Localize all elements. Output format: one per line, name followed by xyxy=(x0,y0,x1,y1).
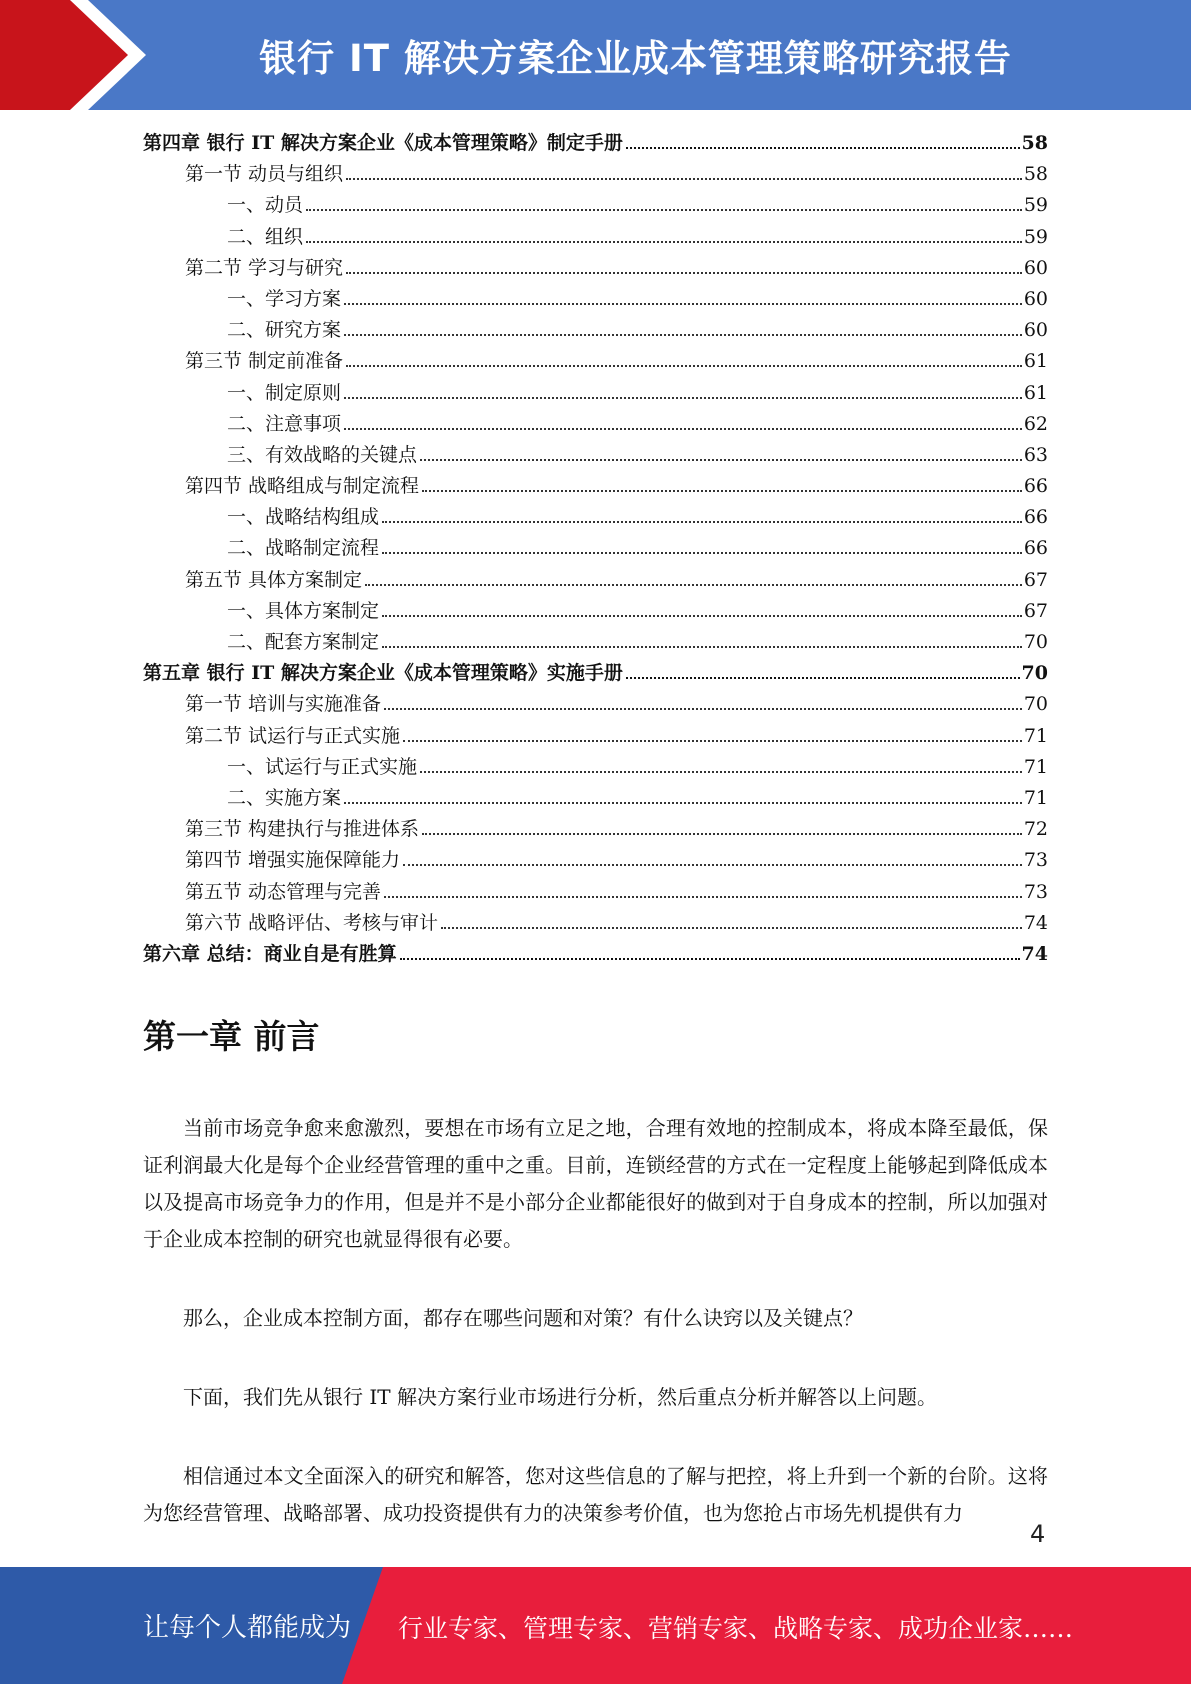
toc-leader-dots xyxy=(344,428,1022,430)
toc-entry-page: 66 xyxy=(1023,506,1048,529)
toc-leader-dots xyxy=(344,303,1022,305)
toc-entry[interactable] xyxy=(143,190,1048,221)
toc-entry[interactable] xyxy=(143,533,1048,564)
toc-entry[interactable] xyxy=(143,222,1048,253)
toc-leader-dots xyxy=(422,833,1022,835)
toc-entry-page: 61 xyxy=(1023,381,1048,404)
header-title: 银行 IT 解决方案企业成本管理策略研究报告 xyxy=(259,37,1012,80)
toc-entry[interactable] xyxy=(143,346,1048,377)
toc-entry-page: 60 xyxy=(1023,287,1048,310)
toc-entry-title: 一、学习方案 xyxy=(227,287,342,310)
paragraph: 当前市场竞争愈来愈激烈，要想在市场有立足之地，合理有效地的控制成本，将成本降至最低，保证利润最大化是每个企业经营管理的重中之重。目前，连锁经营的方式在一定程度上能够起到降低成本以及提高市场竞争力的作用，但是并不是小部分企业都能很好的做到对于自身成本的控制，所以加强对于企业成本控制的研究也就显得很有必要。 xyxy=(143,1116,1048,1251)
toc-entry-title: 二、配套方案制定 xyxy=(227,631,380,653)
toc-entry[interactable] xyxy=(143,565,1048,596)
toc-leader-dots xyxy=(365,584,1022,586)
toc-entry-title: 第三节 制定前准备 xyxy=(185,350,344,373)
toc-leader-dots xyxy=(346,178,1022,180)
toc-entry-title: 第四节 增强实施保障能力 xyxy=(185,849,401,872)
toc-entry-title: 第四章 银行 IT 解决方案企业《成本管理策略》制定手册 xyxy=(143,132,623,154)
toc-leader-dots xyxy=(306,209,1022,211)
toc-entry-title: 一、制定原则 xyxy=(227,381,342,404)
toc-entry-title: 三、有效战略的关键点 xyxy=(227,443,418,466)
toc-entry-title: 第五节 具体方案制定 xyxy=(185,568,363,591)
toc-entry[interactable] xyxy=(143,689,1048,720)
toc-entry-page: 71 xyxy=(1023,724,1048,747)
toc-entry[interactable] xyxy=(143,159,1048,190)
toc-entry[interactable] xyxy=(143,814,1048,845)
toc-entry-page: 67 xyxy=(1023,599,1048,622)
toc-entry-title: 一、试运行与正式实施 xyxy=(227,755,418,778)
toc-entry[interactable] xyxy=(143,253,1048,284)
toc-entry[interactable] xyxy=(143,877,1048,908)
toc-entry-title: 第二节 试运行与正式实施 xyxy=(185,724,401,747)
toc-entry-title: 二、战略制定流程 xyxy=(227,537,380,560)
toc-entry-page: 73 xyxy=(1023,880,1048,903)
toc-leader-dots xyxy=(382,615,1022,617)
toc-leader-dots xyxy=(344,334,1022,336)
footer-slogan-left: 让每个人都能成为 xyxy=(143,1613,352,1643)
toc-entry-title: 第五节 动态管理与完善 xyxy=(185,880,382,903)
toc-leader-dots xyxy=(441,927,1022,929)
chapter-heading: 第一章 前言 xyxy=(143,1017,320,1056)
toc-leader-dots xyxy=(403,864,1022,866)
paragraph: 下面，我们先从银行 IT 解决方案行业市场进行分析，然后重点分析并解答以上问题。 xyxy=(183,1385,937,1409)
toc-entry-page: 60 xyxy=(1023,319,1048,342)
page-header xyxy=(0,0,1191,110)
toc-entry-title: 二、研究方案 xyxy=(227,319,342,342)
toc-leader-dots xyxy=(382,521,1022,523)
toc-entry[interactable] xyxy=(143,908,1048,939)
toc-leader-dots xyxy=(420,459,1022,461)
toc-entry[interactable] xyxy=(143,440,1048,471)
toc-entry-page: 59 xyxy=(1023,225,1048,248)
toc-leader-dots xyxy=(344,802,1022,804)
toc-entry-page: 59 xyxy=(1023,194,1048,217)
toc-entry-page: 70 xyxy=(1023,631,1048,653)
toc-entry[interactable] xyxy=(143,315,1048,346)
toc-entry-page: 58 xyxy=(1023,163,1048,186)
toc-entry-title: 一、动员 xyxy=(227,194,304,217)
toc-leader-dots xyxy=(346,272,1022,274)
toc-leader-dots xyxy=(382,552,1022,554)
toc-entry-title: 二、组织 xyxy=(227,225,304,248)
toc-entry-page: 63 xyxy=(1023,443,1048,466)
toc-entry[interactable] xyxy=(143,627,1048,658)
toc-entry[interactable] xyxy=(143,721,1048,752)
toc-entry-page: 67 xyxy=(1023,568,1048,591)
toc-entry-page: 74 xyxy=(1021,942,1048,965)
page-footer xyxy=(0,1567,1191,1684)
toc-entry[interactable] xyxy=(143,128,1048,159)
toc-entry[interactable] xyxy=(143,284,1048,315)
paragraph: 那么，企业成本控制方面，都存在哪些问题和对策？有什么诀窍以及关键点？ xyxy=(183,1306,863,1330)
toc-leader-dots xyxy=(382,646,1022,648)
toc-entry-title: 二、注意事项 xyxy=(227,412,342,435)
paragraph: 相信通过本文全面深入的研究和解答，您对这些信息的了解与把控，将上升到一个新的台阶。这将为您经营管理、战略部署、成功投资提供有力的决策参考价值，也为您抢占市场先机提供有力 xyxy=(143,1464,1048,1525)
page-number: 4 xyxy=(1030,1520,1046,1548)
toc-entry[interactable] xyxy=(143,378,1048,409)
toc-leader-dots xyxy=(626,147,1020,149)
toc-leader-dots xyxy=(344,397,1022,399)
toc-leader-dots xyxy=(403,740,1022,742)
footer-slogan-right: 行业专家、管理专家、营销专家、战略专家、成功企业家…… xyxy=(398,1614,1074,1643)
toc-entry[interactable] xyxy=(143,502,1048,533)
toc-entry-title: 第三节 构建执行与推进体系 xyxy=(185,818,420,841)
toc-entry-page: 70 xyxy=(1023,693,1048,716)
toc-entry-page: 70 xyxy=(1021,662,1048,685)
toc-entry-page: 74 xyxy=(1023,911,1048,934)
toc-entry-title: 第六节 战略评估、考核与审计 xyxy=(185,911,439,934)
toc-leader-dots xyxy=(306,241,1022,243)
toc-entry-page: 61 xyxy=(1023,350,1048,373)
toc-entry-title: 二、实施方案 xyxy=(227,786,342,809)
toc-entry-page: 58 xyxy=(1021,132,1048,154)
toc-entry-page: 73 xyxy=(1023,849,1048,872)
toc-entry-title: 第五章 银行 IT 解决方案企业《成本管理策略》实施手册 xyxy=(143,662,623,685)
toc-entry[interactable] xyxy=(143,409,1048,440)
toc-entry-title: 第一节 动员与组织 xyxy=(185,163,344,186)
toc-leader-dots xyxy=(384,896,1022,898)
toc-entry-page: 60 xyxy=(1023,256,1048,279)
toc-entry-page: 71 xyxy=(1023,755,1048,778)
toc-leader-dots xyxy=(346,365,1022,367)
toc-entry-page: 72 xyxy=(1023,818,1048,841)
body-text xyxy=(143,1110,1048,1574)
toc-entry-title: 第四节 战略组成与制定流程 xyxy=(185,475,420,498)
toc-entry[interactable] xyxy=(143,596,1048,627)
toc-entry-page: 66 xyxy=(1023,475,1048,498)
toc-entry-page: 71 xyxy=(1023,786,1048,809)
toc-entry[interactable] xyxy=(143,845,1048,876)
toc-entry[interactable] xyxy=(143,783,1048,814)
toc-entry-title: 一、战略结构组成 xyxy=(227,506,380,529)
toc-entry[interactable] xyxy=(143,471,1048,502)
toc-entry-title: 第一节 培训与实施准备 xyxy=(185,693,382,716)
header-arrow-icon xyxy=(0,0,160,110)
toc-entry[interactable] xyxy=(143,752,1048,783)
toc-leader-dots xyxy=(384,708,1022,710)
toc-entry-title: 第二节 学习与研究 xyxy=(185,256,344,279)
toc-entry-page: 62 xyxy=(1023,412,1048,435)
table-of-contents xyxy=(143,128,1048,970)
toc-entry-title: 第六章 总结：商业自是有胜算 xyxy=(143,942,397,965)
toc-leader-dots xyxy=(422,490,1022,492)
toc-entry[interactable] xyxy=(143,939,1048,970)
toc-leader-dots xyxy=(400,958,1020,960)
toc-entry-page: 66 xyxy=(1023,537,1048,560)
toc-entry-title: 一、具体方案制定 xyxy=(227,599,380,622)
toc-entry[interactable] xyxy=(143,658,1048,689)
toc-leader-dots xyxy=(420,771,1022,773)
toc-leader-dots xyxy=(626,677,1020,679)
